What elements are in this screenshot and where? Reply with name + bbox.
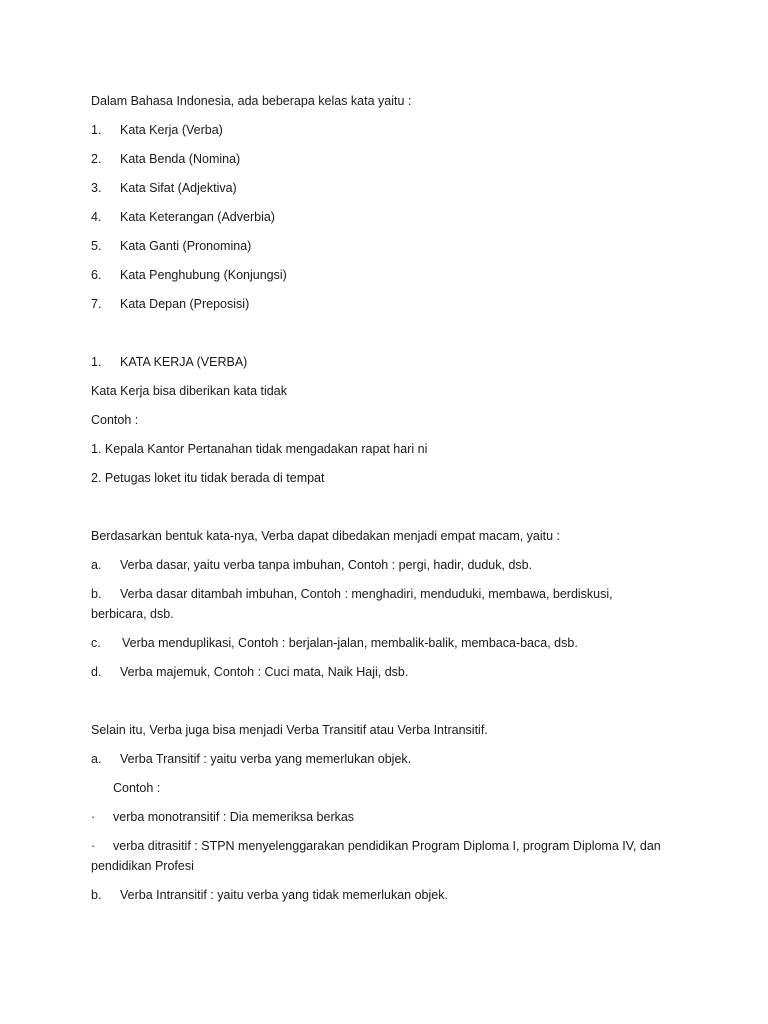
- list-number: 4.: [91, 210, 102, 224]
- item-text: Verba dasar, yaitu verba tanpa imbuhan, Contoh : pergi, hadir, duduk, dsb.: [120, 558, 533, 572]
- item-continuation: berbicara, dsb.: [91, 607, 174, 621]
- intro-text: Dalam Bahasa Indonesia, ada beberapa kelas kata yaitu :: [91, 94, 412, 108]
- item-text: Verba Intransitif : yaitu verba yang tidak memerlukan objek.: [120, 888, 448, 902]
- bullet-text: verba ditrasitif : STPN menyelenggarakan pendidikan Program Diploma I, program Diploma IV, dan: [113, 839, 661, 853]
- item-letter: b.: [91, 888, 102, 902]
- section-title: KATA KERJA (VERBA): [120, 355, 248, 369]
- list-number: 6.: [91, 268, 102, 282]
- forms-intro: Berdasarkan bentuk kata-nya, Verba dapat dibedakan menjadi empat macam, yaitu :: [91, 529, 561, 543]
- list-number: 2.: [91, 152, 102, 166]
- item-text: Verba dasar ditambah imbuhan, Contoh : menghadiri, menduduki, membawa, berdiskusi,: [120, 587, 613, 601]
- bullet-item: [91, 809, 354, 825]
- list-number: 3.: [91, 181, 102, 195]
- list-text: Kata Benda (Nomina): [120, 152, 241, 166]
- example-label: Contoh :: [91, 413, 139, 427]
- item-text: Verba majemuk, Contoh : Cuci mata, Naik Haji, dsb.: [120, 665, 409, 679]
- example-sentence: 2. Petugas loket itu tidak berada di tempat: [91, 471, 325, 485]
- bullet-continuation: pendidikan Profesi: [91, 859, 194, 873]
- list-item: [91, 151, 240, 167]
- bullet-marker: ·: [91, 810, 96, 824]
- item-text: Verba menduplikasi, Contoh : berjalan-jalan, membalik-balik, membaca-baca, dsb.: [122, 636, 578, 650]
- list-item: [91, 209, 275, 225]
- item-letter: b.: [91, 587, 102, 601]
- list-item: [91, 296, 249, 312]
- item-text: Verba Transitif : yaitu verba yang memerlukan objek.: [120, 752, 412, 766]
- definition-text: Kata Kerja bisa diberikan kata tidak: [91, 384, 287, 398]
- list-item: [91, 238, 251, 254]
- item-letter: c.: [91, 636, 101, 650]
- bullet-marker: ·: [91, 839, 96, 853]
- form-item: [91, 586, 613, 602]
- form-item: [91, 664, 408, 680]
- item-letter: a.: [91, 558, 102, 572]
- list-item: [91, 267, 287, 283]
- bullet-text: verba monotransitif : Dia memeriksa berkas: [113, 810, 355, 824]
- example-label: Contoh :: [113, 781, 161, 795]
- transitive-item: [91, 751, 411, 767]
- list-number: 5.: [91, 239, 102, 253]
- list-item: [91, 180, 237, 196]
- section-heading: [91, 354, 247, 370]
- list-text: Kata Penghubung (Konjungsi): [120, 268, 287, 282]
- item-letter: d.: [91, 665, 102, 679]
- list-item: [91, 122, 223, 138]
- intransitive-item: [91, 887, 448, 903]
- list-text: Kata Ganti (Pronomina): [120, 239, 252, 253]
- list-text: Kata Kerja (Verba): [120, 123, 223, 137]
- transitivity-intro: Selain itu, Verba juga bisa menjadi Verba Transitif atau Verba Intransitif.: [91, 723, 488, 737]
- list-text: Kata Sifat (Adjektiva): [120, 181, 237, 195]
- form-item: [91, 635, 578, 651]
- list-text: Kata Keterangan (Adverbia): [120, 210, 275, 224]
- form-item: [91, 557, 532, 573]
- example-sentence: 1. Kepala Kantor Pertanahan tidak mengadakan rapat hari ni: [91, 442, 428, 456]
- bullet-item: [91, 838, 661, 854]
- list-text: Kata Depan (Preposisi): [120, 297, 250, 311]
- section-number: 1.: [91, 355, 102, 369]
- list-number: 7.: [91, 297, 102, 311]
- list-number: 1.: [91, 123, 102, 137]
- item-letter: a.: [91, 752, 102, 766]
